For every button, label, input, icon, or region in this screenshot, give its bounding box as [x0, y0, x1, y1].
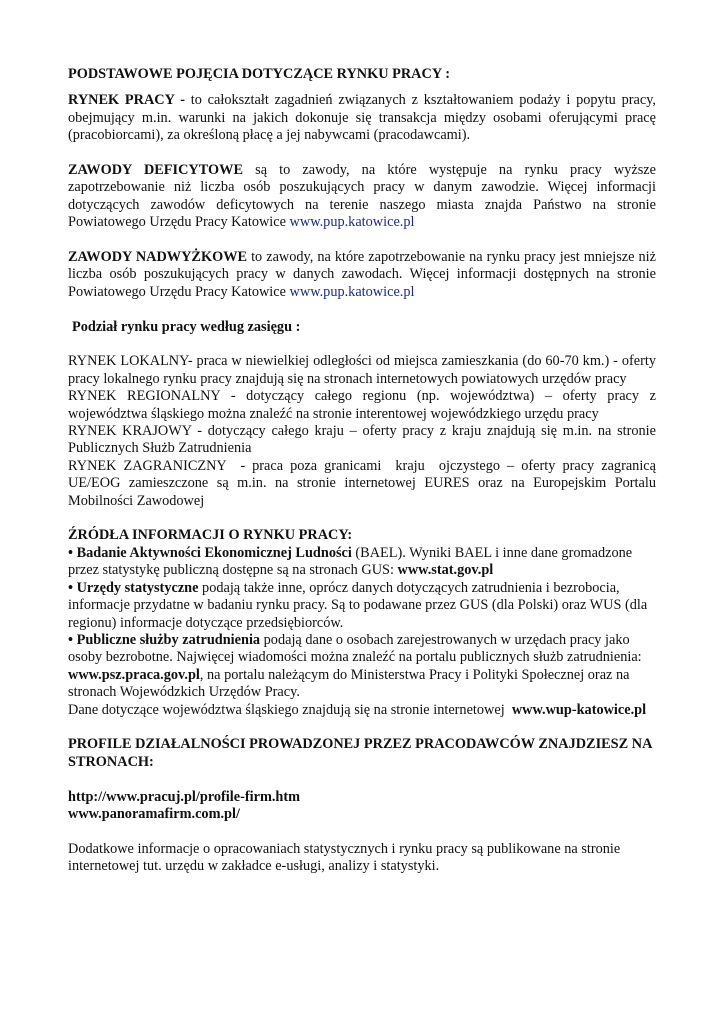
stat-gov-link[interactable]: www.stat.gov.pl [397, 562, 494, 579]
rynek-lokalny: RYNEK LOKALNY- praca w niewielkiej odległości od miejsca zamieszkania (do 60-70 km.) - oferty pracy lokalnego rynku pracy znajdują się na stronach internetowych powiatowych urzędów pracy [68, 353, 660, 387]
psz-link[interactable]: www.psz.praca.gov.pl [68, 666, 200, 683]
zrodla-heading: ŹRÓDŁA INFORMACJI O RYNKU PRACY: [68, 527, 353, 544]
podzial-heading: Podział rynku pracy według zasięgu : [72, 318, 301, 335]
document-page [68, 66, 660, 876]
zawody-nadwyzkowe-paragraph: ZAWODY NADWYŻKOWE to zawody, na które zapotrzebowanie na rynku pracy jest mniejsze niż liczba osób poszukujących pracy w danych zawodach. Więcej informacji dostępnych na stronie Powiatowego Urzędu Pracy Katowice www.pup.katowice.pl [68, 249, 656, 300]
psz-item: • Publiczne służby zatrudnienia podają dane o osobach zarejestrowanych w urzędach pracy jako osoby bezrobotne. Najwięcej wiadomości można znaleźć na portalu publicznych służb zatrudnienia: www.psz.praca.gov.pl, na portalu należącym do Ministerstwa Pracy i Polityki Społecznej oraz na stronach Wojewódzkich Urzędów Pracy. [68, 631, 642, 701]
wup-link[interactable]: www.wup-katowice.pl [511, 701, 647, 718]
rynek-pracy-term: RYNEK PRACY - [68, 92, 185, 109]
rynek-regionalny: RYNEK REGIONALNY - dotyczący całego regionu (np. województwa) – oferty pracy z województwa śląskiego można znaleźć na stronie interentowej wojewódzkiego urzędu pracy [68, 388, 660, 422]
pup-link-1[interactable]: www.pup.katowice.pl [289, 214, 415, 231]
pup-link-2[interactable]: www.pup.katowice.pl [289, 283, 415, 300]
footer-paragraph: Dodatkowe informacje o opracowaniach statystycznych i rynku pracy są publikowane na stronie internetowej tut. urzędu w zakładce e-usługi, analizy i statystyki. [68, 840, 621, 875]
panoramafirm-link[interactable]: www.panoramafirm.com.pl/ [68, 805, 240, 822]
wup-item: Dane dotyczące województwa śląskiego znajdują się na stronie internetowej www.wup-katowice.pl [68, 701, 647, 718]
profile-heading: PROFILE DZIAŁALNOŚCI PROWADZONEJ PRZEZ PRACODAWCÓW ZNAJDZIESZ NA STRONACH: [68, 736, 652, 770]
rynek-zagraniczny: RYNEK ZAGRANICZNY - praca poza granicami kraju ojczystego – oferty pracy zagranicą UE/EOG zamieszczone są m.in. na stronie internetowej EURES oraz na Europejskim Portalu Mobilności Zawodowej [68, 457, 660, 509]
rynek-krajowy: RYNEK KRAJOWY - dotyczący całego kraju – oferty pracy z kraju znajdują się m.in. na stronie Publicznych Służb Zatrudnienia [68, 423, 660, 457]
rynek-pracy-paragraph: RYNEK PRACY - to całokształt zagadnień związanych z kształtowaniem podaży i popytu pracy, obejmujący m.in. warunki na jakich dokonuje się transakcja między osobami oferującymi pracę (pracobiorcami), za określoną płacę a jej nabywcami (pracodawcami). [68, 92, 656, 144]
zawody-nadwyzkowe-term: ZAWODY NADWYŻKOWE [68, 249, 248, 266]
pracuj-link[interactable]: http://www.pracuj.pl/profile-firm.htm [68, 788, 301, 805]
urzedy-item: • Urzędy statystyczne podają także inne, oprócz danych dotyczących zatrudnienia i bezrobocia, informacje przydatne w badaniu rynku pracy. Są to podawane przez GUS (dla Polski) oraz WUS (dla regionu) informacje dotyczące przedsiębiorców. [68, 579, 648, 631]
page-title: PODSTAWOWE POJĘCIA DOTYCZĄCE RYNKU PRACY : [68, 66, 450, 82]
zawody-deficytowe-term: ZAWODY DEFICYTOWE [68, 162, 243, 179]
zawody-deficytowe-paragraph: ZAWODY DEFICYTOWE są to zawody, na które występuje na rynku pracy wyższe zapotrzebowanie niż liczba osób poszukujących pracy w danym zawodzie. Więcej informacji dotyczących zawodów deficytowych na terenie naszego miasta znajda Państwo na stronie Powiatowego Urzędu Pracy Katowice www.pup.katowice.pl [68, 162, 657, 231]
bael-item: • Badanie Aktywności Ekonomicznej Ludności (BAEL). Wyniki BAEL i inne dane gromadzone przez statystykę publiczną dostępne są na stronach GUS: www.stat.gov.pl [68, 544, 633, 579]
